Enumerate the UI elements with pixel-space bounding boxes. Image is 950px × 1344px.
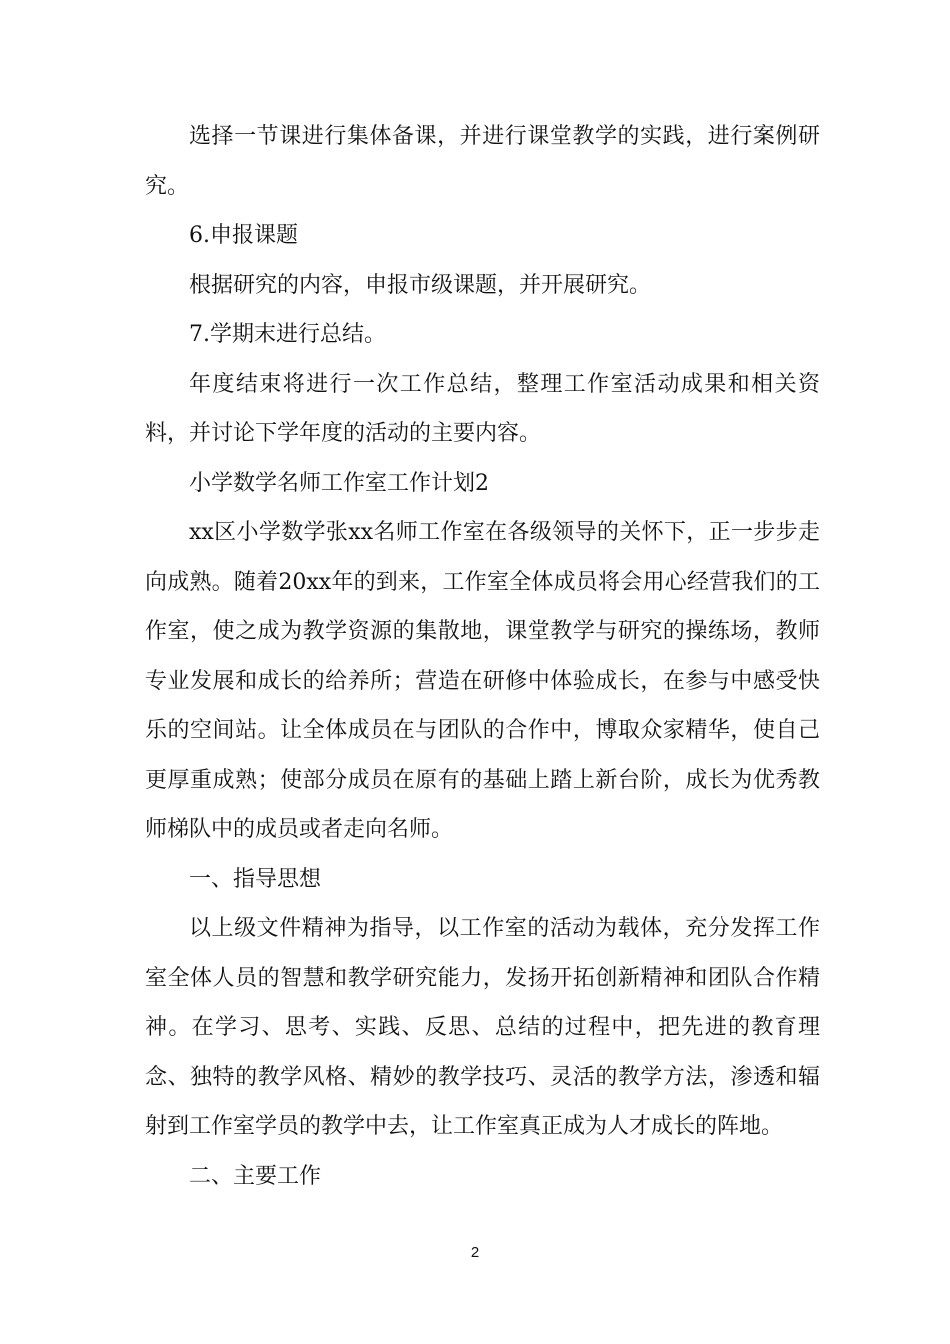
paragraph-intro: xx区小学数学张xx名师工作室在各级领导的关怀下，正一步步走向成熟。随着20xx年的到来，工作室全体成员将会用心经营我们的工作室，使之成为教学资源的集散地，课堂教学与研究的操练场，教师专业发展和成长的给养所；营造在研修中体验成长，在参与中感受快乐的空间站。让全体成员在与团队的合作中，博取众家精华，使自己更厚重成熟；使部分成员在原有的基础上踏上新台阶，成长为优秀教师梯队中的成员或者走向名师。 — [145, 520, 820, 842]
heading-main-work: 二、主要工作 — [189, 1163, 322, 1189]
page-number: 2 — [470, 1244, 480, 1261]
paragraph-apply-project: 根据研究的内容，申报市级课题，并开展研究。 — [189, 272, 652, 298]
heading-guiding-ideology: 一、指导思想 — [189, 866, 322, 892]
paragraph-case-study: 选择一节课进行集体备课，并进行课堂教学的实践，进行案例研究。 — [145, 124, 820, 199]
section-title-plan-2: 小学数学名师工作室工作计划2 — [189, 470, 489, 496]
paragraph-guiding-ideology: 以上级文件精神为指导，以工作室的活动为载体，充分发挥工作室全体人员的智慧和教学研究能力，发扬开拓创新精神和团队合作精神。在学习、思考、实践、反思、总结的过程中，把先进的教育理念、独特的教学风格、精妙的教学技巧、灵活的教学方法，渗透和辐射到工作室学员的教学中去，让工作室真正成为人才成长的阵地。 — [145, 916, 820, 1139]
document-body — [145, 112, 820, 1201]
heading-apply-project: 6.申报课题 — [189, 223, 298, 248]
paragraph-term-summary: 年度结束将进行一次工作总结，整理工作室活动成果和相关资料，并讨论下学年度的活动的主要内容。 — [145, 371, 820, 446]
heading-term-summary: 7.学期末进行总结。 — [189, 322, 386, 347]
